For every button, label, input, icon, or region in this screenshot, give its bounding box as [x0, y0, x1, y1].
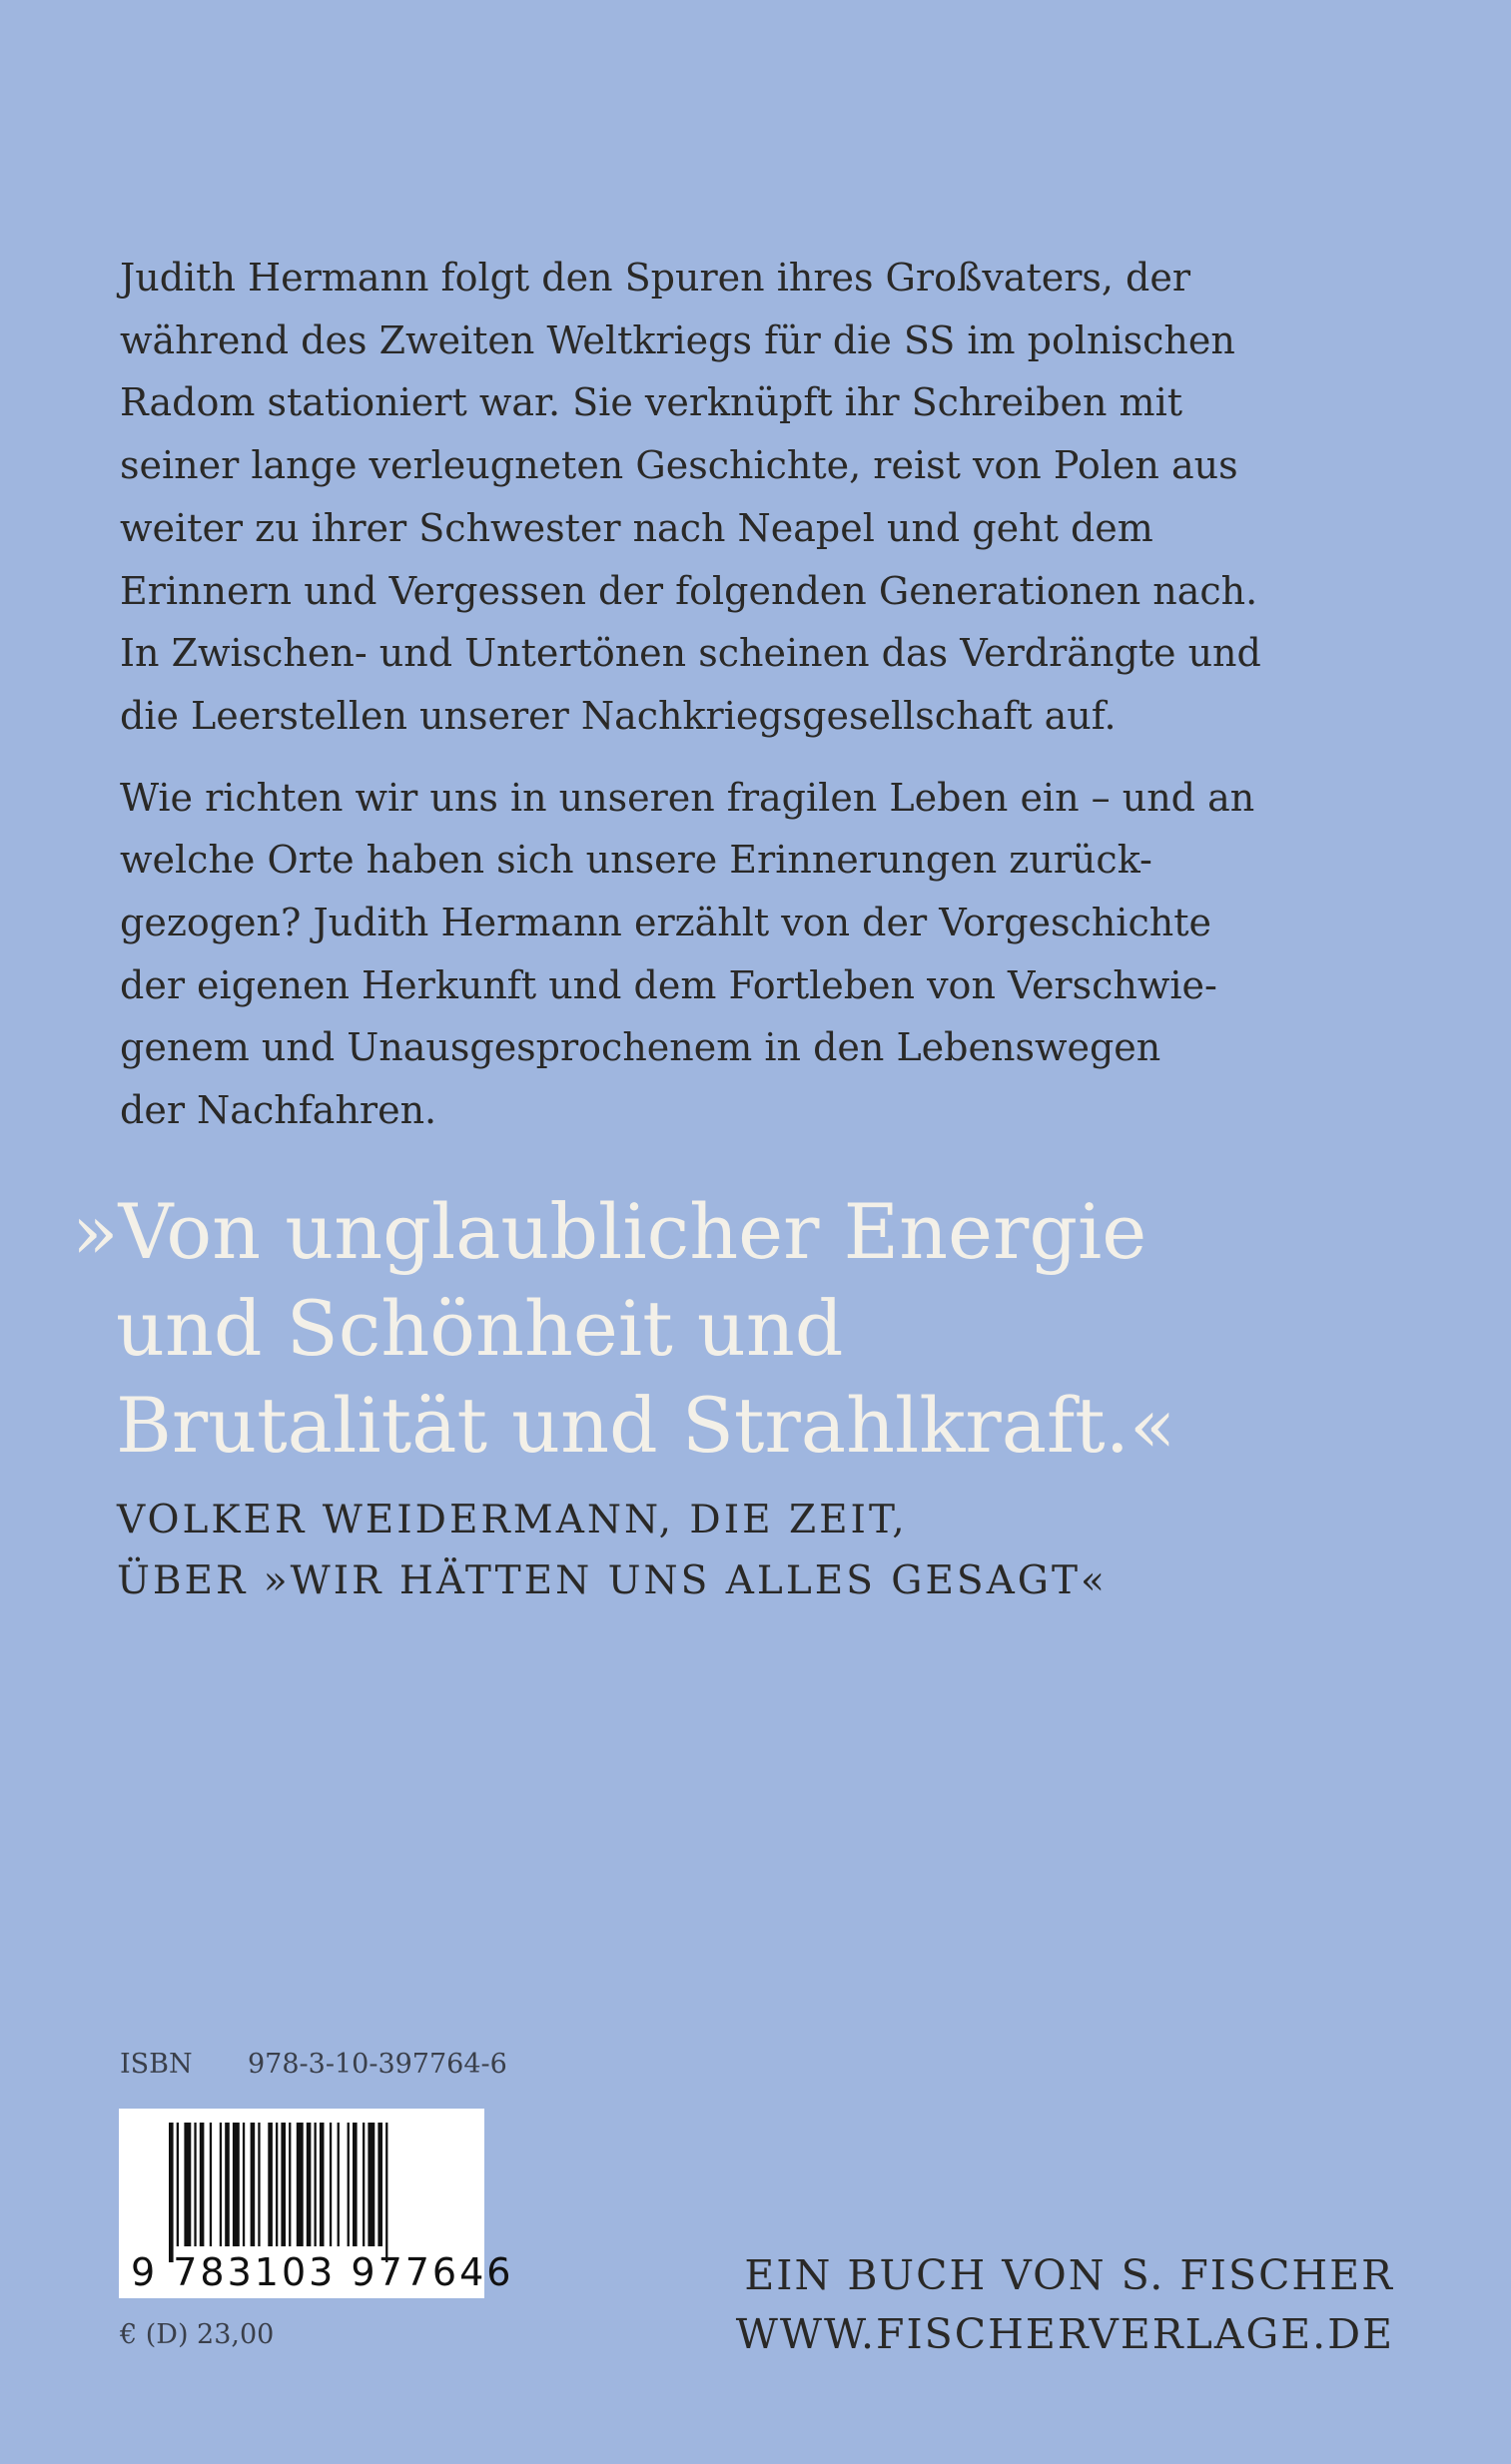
quote-line: »Von unglaublicher Energie: [72, 1187, 1147, 1276]
barcode-bar: [281, 2123, 286, 2246]
publisher-imprint: [736, 2246, 1394, 2364]
barcode-bar: [225, 2123, 230, 2246]
quote-line: und Schönheit und: [116, 1284, 844, 1373]
blurb-paragraph-1: [120, 247, 1418, 748]
barcode-bar: [200, 2123, 205, 2246]
barcode-bar: [243, 2123, 245, 2246]
barcode-bar: [338, 2123, 340, 2246]
publisher-line: EIN BUCH VON S. FISCHER: [744, 2251, 1394, 2299]
isbn-number: 978-3-10-397764-6: [248, 2049, 507, 2080]
blurb-line: während des Zweiten Weltkriegs für die SS im polnischen: [120, 317, 1235, 362]
blurb-line: welche Orte haben sich unsere Erinnerungen zurück-: [120, 838, 1152, 883]
blurb-line: seiner lange verleugneten Geschichte, reist von Polen aus: [120, 443, 1238, 488]
barcode-bar: [177, 2123, 179, 2246]
barcode-bar: [297, 2123, 304, 2246]
blurb-line: Radom stationiert war. Sie verknüpft ihr Schreiben mit: [120, 380, 1183, 425]
blurb-paragraph-2: [120, 767, 1418, 1142]
barcode-bar: [169, 2123, 174, 2262]
blurb-line: der eigenen Herkunft und dem Fortleben von Verschwie-: [120, 962, 1217, 1007]
barcode-bar: [368, 2123, 375, 2246]
blurb-line: Erinnern und Vergessen der folgenden Generationen nach.: [120, 568, 1258, 613]
blurb-line: die Leerstellen unserer Nachkriegsgesellschaft auf.: [120, 693, 1117, 738]
blurb-line: genem und Unausgesprochenem in den Lebenswegen: [120, 1025, 1161, 1070]
barcode-bar: [268, 2123, 273, 2246]
barcode-bar: [184, 2123, 191, 2246]
barcode-bar: [258, 2123, 260, 2246]
barcode-digits: 9 783103 977646: [131, 2250, 514, 2294]
barcode-bar: [353, 2123, 358, 2246]
blurb-line: Wie richten wir uns in unseren fragilen Leben ein – und an: [120, 775, 1255, 820]
barcode-bar: [220, 2123, 222, 2246]
isbn-label: ISBN: [120, 2049, 193, 2080]
publisher-website: WWW.FISCHERVERLAGE.DE: [735, 2310, 1394, 2358]
barcode-bar: [289, 2123, 291, 2246]
barcode-bar: [363, 2123, 365, 2246]
barcode-bar: [330, 2123, 332, 2246]
attribution-line: VOLKER WEIDERMANN, DIE ZEIT,: [117, 1498, 908, 1542]
barcode-bar: [194, 2123, 196, 2246]
blurb-line: In Zwischen- und Untertönen scheinen das Verdrängte und: [120, 631, 1261, 676]
price-label: € (D) 23,00: [120, 2319, 275, 2350]
barcode-bar: [315, 2123, 317, 2246]
review-quote: [72, 1183, 1175, 1474]
quote-attribution: [117, 1490, 1108, 1611]
blurb-line: Judith Hermann folgt den Spuren ihres Großvaters, der: [120, 256, 1191, 300]
blurb-line: der Nachfahren.: [120, 1088, 437, 1133]
barcode-bar: [251, 2123, 256, 2246]
barcode-bar: [320, 2123, 325, 2246]
blurb-line: gezogen? Judith Hermann erzählt von der Vorgeschichte: [120, 901, 1211, 945]
barcode: [119, 2109, 514, 2298]
barcode-bar: [348, 2123, 350, 2246]
barcode-bar: [233, 2123, 240, 2246]
barcode-bar: [210, 2123, 212, 2246]
blurb-text: [120, 247, 1418, 1161]
quote-line: Brutalität und Strahlkraft.«: [116, 1381, 1176, 1470]
blurb-line: weiter zu ihrer Schwester nach Neapel und geht dem: [120, 505, 1153, 550]
barcode-bar: [385, 2123, 387, 2262]
attribution-line: ÜBER »WIR HÄTTEN UNS ALLES GESAGT«: [117, 1558, 1108, 1603]
barcode-bar: [378, 2123, 382, 2246]
barcode-bar: [307, 2123, 312, 2246]
barcode-bar: [276, 2123, 278, 2246]
